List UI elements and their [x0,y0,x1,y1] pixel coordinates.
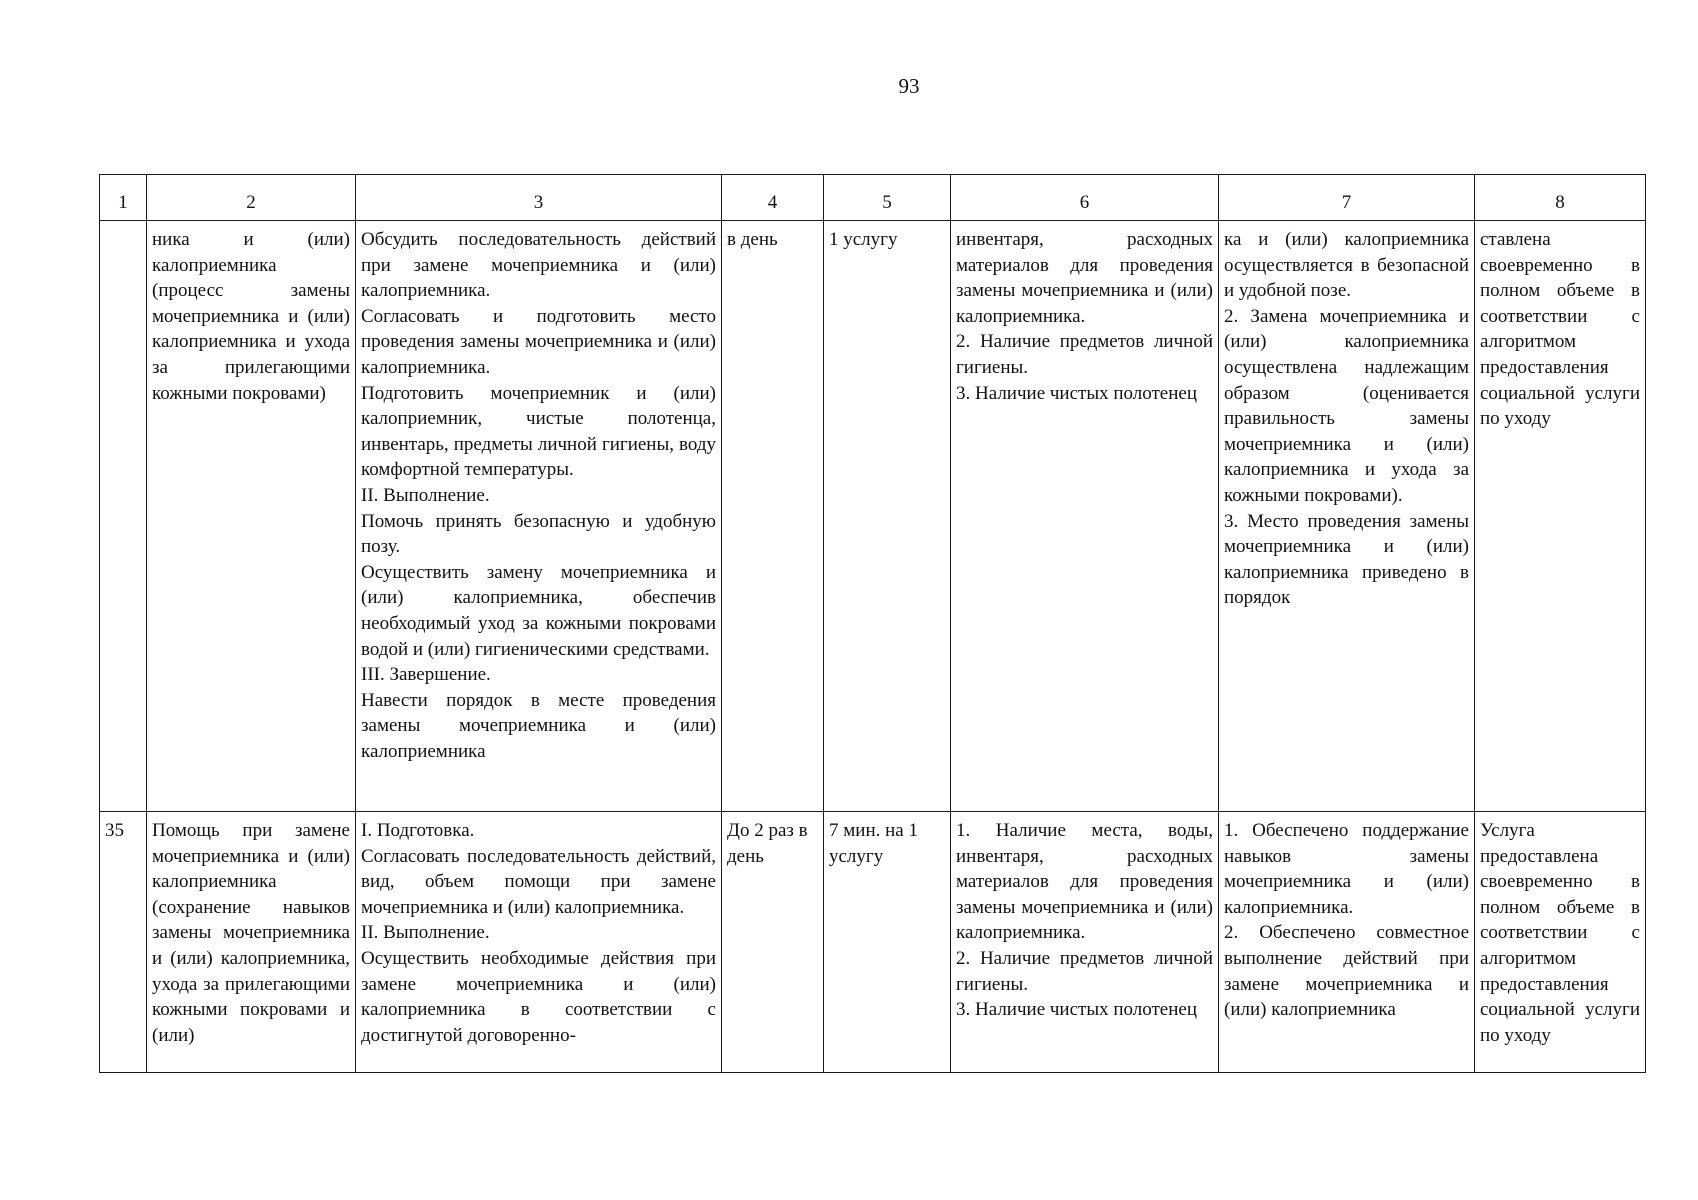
header-col-2: 2 [147,175,356,221]
indicator-line: 1. Обеспечено поддержание навыков замены мочеприемника и (или) калоприемника. [1224,820,1469,918]
service-content [356,812,722,1073]
row-number: 35 [100,812,147,1073]
condition-line: 2. Наличие предметов личной гигиены. [956,947,1213,995]
content-line: Согласовать и подготовить место проведения замены мочеприемника и (или) калоприемника. [361,305,716,378]
indicator-line: 2. Замена мочеприемника и (или) калоприемника осуществлена надлежащим образом (оценивается правильность замены мочеприемника и (или) калоприемника и ухода за кожными покровами). [1224,305,1469,506]
header-col-8: 8 [1475,175,1646,221]
header-col-4: 4 [722,175,824,221]
table-row [100,221,1646,812]
content-line: Навести порядок в месте проведения замены мочеприемника и (или) калоприемника [361,689,716,762]
condition-line: 3. Наличие чистых полотенец [956,382,1198,404]
conditions [951,221,1219,812]
evaluation: ставлена своевременно в полном объеме в соответствии с алгоритмом предоставления социальной услуги по уходу [1475,221,1646,812]
frequency: в день [722,221,824,812]
frequency: До 2 раз в день [722,812,824,1073]
content-line: II. Выполнение. [361,484,490,506]
content-line: II. Выполнение. [361,922,490,944]
condition-line: инвентаря, расходных материалов для проведения замены мочеприемника и (или) калоприемника. [956,229,1213,327]
content-line: Помочь принять безопасную и удобную позу. [361,510,716,558]
condition-line: 2. Наличие предметов личной гигиены. [956,331,1213,378]
row-number [100,221,147,812]
content-line: Согласовать последовательность действий, вид, объем помощи при замене мочеприемника и (или) калоприемника. [361,845,716,918]
quality-indicators [1219,221,1475,812]
indicator-line: ка и (или) калоприемника осуществляется в безопасной и удобной позе. [1224,229,1469,302]
content-line: Осуществить необходимые действия при замене мочеприемника и (или) калоприемника в соответствии с достигнутой договоренно- [361,947,716,1046]
content-line: Осуществить замену мочеприемника и (или) калоприемника, обеспечив необходимый уход за кожными покровами водой и (или) гигиеническими средствами. [361,561,716,660]
page-number: 93 [898,74,920,98]
table-header-row [100,175,1646,221]
services-table [99,174,1646,1073]
indicator-line: 2. Обеспечено совместное выполнение действий при замене мочеприемника и (или) калоприемника [1224,922,1469,1021]
content-line: Обсудить последовательность действий при замене мочеприемника и (или) калоприемника. [361,229,716,302]
condition-line: 1. Наличие места, воды, инвентаря, расходных материалов для проведения замены мочеприемника и (или) калоприемника. [956,820,1213,944]
indicator-line: 3. Место проведения замены мочеприемника и (или) калоприемника приведено в порядок [1224,510,1469,609]
service-name: Помощь при замене мочеприемника и (или) калоприемника (сохранение навыков замены мочеприемника и (или) калоприемника, ухода за прилегающими кожными покровами и (или) [147,812,356,1073]
duration: 1 услугу [824,221,951,812]
content-line: Подготовить мочеприемник и (или) калоприемник, чистые полотенца, инвентарь, предметы личной гигиены, воду комфортной температуры. [361,382,716,481]
content-line: III. Завершение. [361,664,491,686]
quality-indicators [1219,812,1475,1073]
service-content [356,221,722,812]
content-line: I. Подготовка. [361,820,475,841]
header-col-3: 3 [356,175,722,221]
evaluation: Услуга предоставлена своевременно в полном объеме в соответствии с алгоритмом предоставления социальной услуги по уходу [1475,812,1646,1073]
header-col-6: 6 [951,175,1219,221]
condition-line: 3. Наличие чистых полотенец [956,999,1198,1021]
table-row [100,812,1646,1073]
conditions [951,812,1219,1073]
header-col-7: 7 [1219,175,1475,221]
service-name: ника и (или) калоприемника (процесс замены мочеприемника и (или) калоприемника и ухода за прилегающими кожными покровами) [147,221,356,812]
duration: 7 мин. на 1 услугу [824,812,951,1073]
header-col-1: 1 [100,175,147,221]
header-col-5: 5 [824,175,951,221]
